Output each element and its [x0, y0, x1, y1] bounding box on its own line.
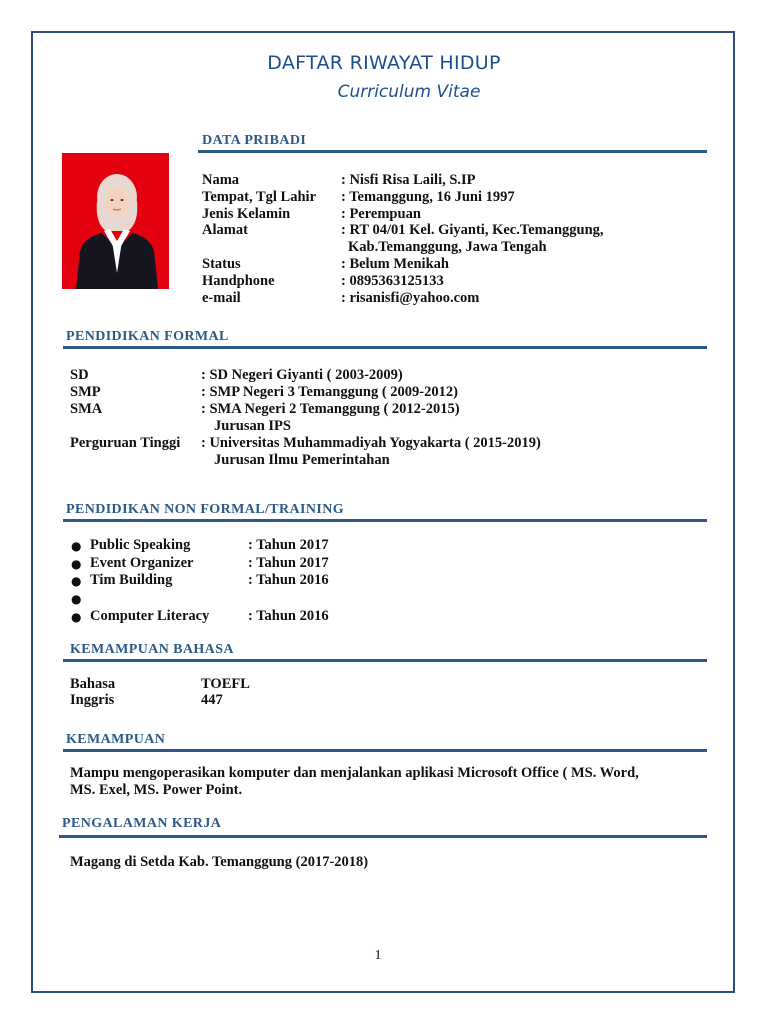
bullet-icon: ●: [71, 610, 82, 624]
language-test-name: TOEFL: [201, 676, 250, 692]
profile-photo: [62, 153, 169, 289]
personal-label-handphone: Handphone: [202, 273, 275, 289]
personal-value-email: : risanisfi@yahoo.com: [341, 290, 480, 306]
education-value-sd: : SD Negeri Giyanti ( 2003-2009): [201, 367, 403, 383]
personal-value-ttl: : Temanggung, 16 Juni 1997: [341, 189, 515, 205]
education-label-sma: SMA: [70, 401, 103, 417]
training-year: : Tahun 2016: [248, 572, 329, 588]
personal-value-alamat: : RT 04/01 Kel. Giyanti, Kec.Temanggung,: [341, 222, 604, 238]
section-rule: [63, 519, 707, 522]
personal-label-ttl: Tempat, Tgl Lahir: [202, 189, 317, 205]
personal-value-jenis-kelamin: : Perempuan: [341, 206, 421, 222]
language-test-score: 447: [201, 692, 223, 708]
bullet-icon: ●: [71, 592, 82, 606]
section-heading-pengalaman-kerja: PENGALAMAN KERJA: [62, 816, 222, 831]
person-portrait-icon: [62, 153, 169, 289]
personal-label-jenis-kelamin: Jenis Kelamin: [202, 206, 291, 222]
training-year: : Tahun 2016: [248, 608, 329, 624]
personal-value-status: : Belum Menikah: [341, 256, 449, 272]
education-value-smp: : SMP Negeri 3 Temanggung ( 2009-2012): [201, 384, 458, 400]
personal-value-handphone: : 0895363125133: [341, 273, 444, 289]
personal-label-alamat: Alamat: [202, 222, 248, 238]
work-experience-text: Magang di Setda Kab. Temanggung (2017-2018): [70, 854, 369, 870]
section-heading-kemampuan-bahasa: KEMAMPUAN BAHASA: [70, 642, 234, 657]
personal-label-nama: Nama: [202, 172, 240, 188]
skills-text-line-1: Mampu mengoperasikan komputer dan menjalankan aplikasi Microsoft Office ( MS. Word,: [70, 765, 639, 781]
training-year: : Tahun 2017: [248, 537, 329, 553]
section-rule: [63, 749, 707, 752]
language-label: Bahasa: [70, 676, 116, 692]
education-value-pt: : Universitas Muhammadiyah Yogyakarta ( 2015-2019): [201, 435, 541, 451]
personal-label-email: e-mail: [202, 290, 241, 306]
section-heading-kemampuan: KEMAMPUAN: [66, 732, 166, 747]
section-rule: [59, 835, 707, 838]
education-value-sma-major: Jurusan IPS: [214, 418, 291, 434]
personal-value-alamat-cont: Kab.Temanggung, Jawa Tengah: [348, 239, 547, 255]
section-rule: [198, 150, 707, 153]
training-name: Public Speaking: [90, 537, 191, 553]
page-number: 1: [374, 948, 382, 963]
section-heading-pendidikan-formal: PENDIDIKAN FORMAL: [66, 329, 229, 344]
page-title: DAFTAR RIWAYAT HIDUP: [267, 52, 501, 74]
skills-text-line-2: MS. Exel, MS. Power Point.: [70, 782, 243, 798]
education-value-sma: : SMA Negeri 2 Temanggung ( 2012-2015): [201, 401, 460, 417]
language-name: Inggris: [70, 692, 115, 708]
education-label-sd: SD: [70, 367, 89, 383]
training-name: Tim Building: [90, 572, 173, 588]
training-name: Computer Literacy: [90, 608, 210, 624]
training-name: Event Organizer: [90, 555, 194, 571]
personal-label-status: Status: [202, 256, 241, 272]
section-heading-non-formal: PENDIDIKAN NON FORMAL/TRAINING: [66, 502, 345, 517]
section-heading-data-pribadi: DATA PRIBADI: [202, 133, 307, 148]
bullet-icon: ●: [71, 574, 82, 588]
bullet-icon: ●: [71, 557, 82, 571]
education-label-smp: SMP: [70, 384, 101, 400]
education-value-pt-major: Jurusan Ilmu Pemerintahan: [214, 452, 390, 468]
personal-value-nama: : Nisfi Risa Laili, S.IP: [341, 172, 476, 188]
training-year: : Tahun 2017: [248, 555, 329, 571]
section-rule: [63, 346, 707, 349]
bullet-icon: ●: [71, 539, 82, 553]
page-subtitle: Curriculum Vitae: [337, 82, 481, 102]
education-label-pt: Perguruan Tinggi: [70, 435, 181, 451]
section-rule: [63, 659, 707, 662]
